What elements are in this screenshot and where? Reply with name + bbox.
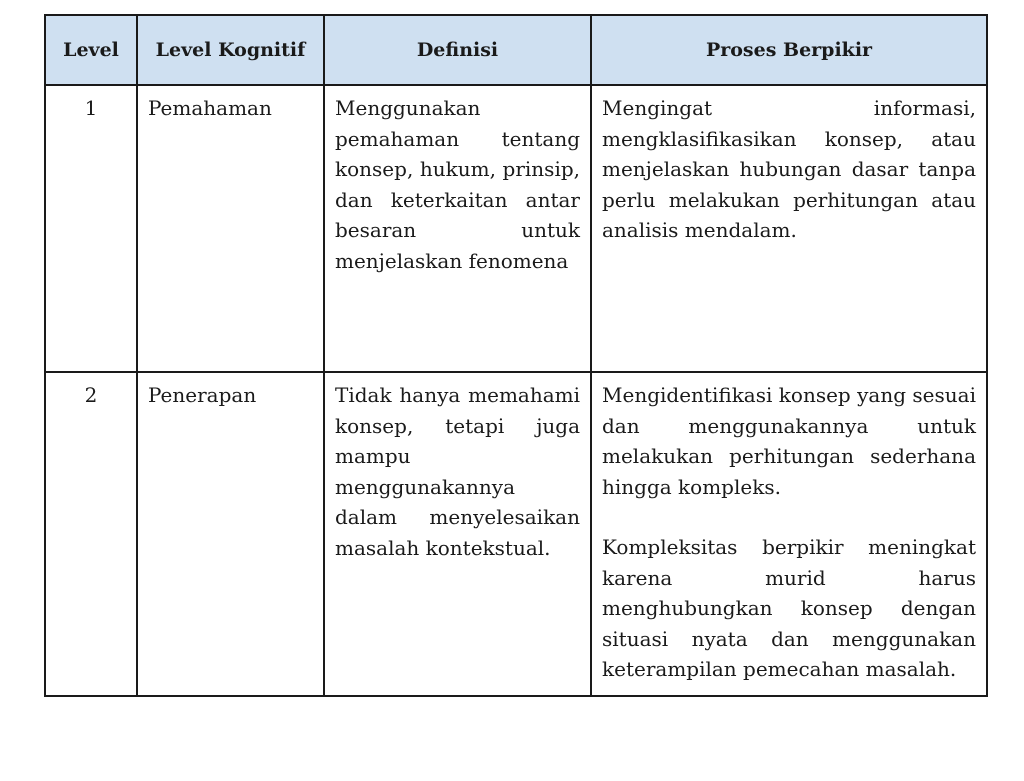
cell-proses-berpikir bbox=[591, 372, 987, 696]
cell-level-kognitif: Pemahaman bbox=[137, 85, 324, 372]
header-definisi: Definisi bbox=[324, 15, 591, 85]
cell-proses-berpikir bbox=[591, 85, 987, 372]
cell-level: 1 bbox=[45, 85, 137, 372]
cognitive-level-table bbox=[44, 14, 988, 697]
header-level-kognitif: Level Kognitif bbox=[137, 15, 324, 85]
header-level: Level bbox=[45, 15, 137, 85]
table-row bbox=[45, 85, 987, 372]
proses-paragraph: Mengidentifikasi konsep yang sesuai dan menggunakannya untuk melakukan perhitungan sederhana hingga kompleks. bbox=[602, 383, 976, 499]
table-header-row bbox=[45, 15, 987, 85]
proses-paragraph: Mengingat informasi, mengklasifikasikan konsep, atau menjelaskan hubungan dasar tanpa perlu melakukan perhitungan atau analisis mendalam. bbox=[602, 96, 976, 242]
cell-level: 2 bbox=[45, 372, 137, 696]
cell-level-kognitif: Penerapan bbox=[137, 372, 324, 696]
cell-definisi: Menggunakan pemahaman tentang konsep, hukum, prinsip, dan keterkaitan antar besaran untuk menjelaskan fenomena bbox=[324, 85, 591, 372]
table-row bbox=[45, 372, 987, 696]
proses-paragraph: Kompleksitas berpikir meningkat karena murid harus menghubungkan konsep dengan situasi nyata dan menggunakan keterampilan pemecahan masalah. bbox=[602, 535, 976, 681]
cell-definisi: Tidak hanya memahami konsep, tetapi juga mampu menggunakannya dalam menyelesaikan masalah kontekstual. bbox=[324, 372, 591, 696]
header-proses-berpikir: Proses Berpikir bbox=[591, 15, 987, 85]
